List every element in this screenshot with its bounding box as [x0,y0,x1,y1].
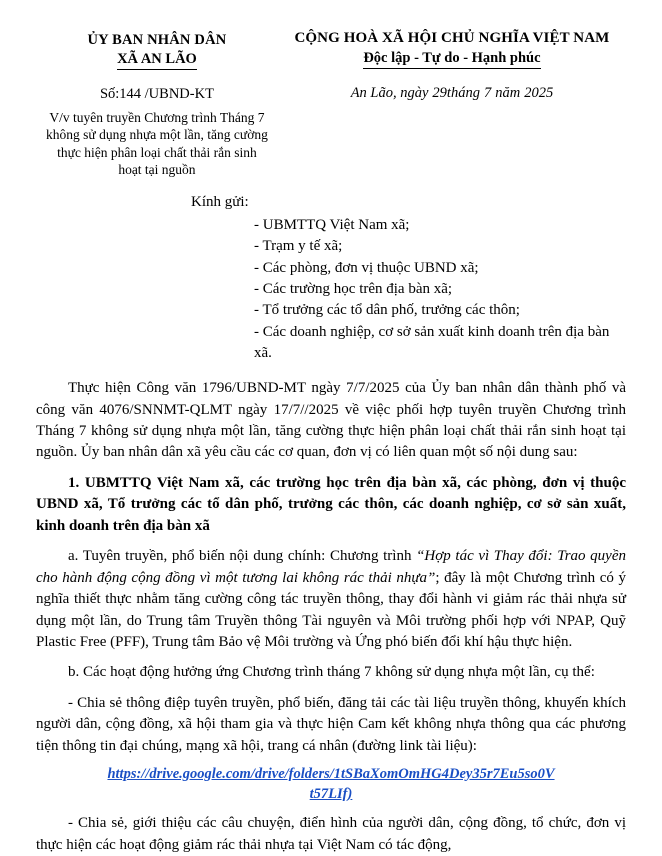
paragraph-item-b: b. Các hoạt động hưởng ứng Chương trình tháng 7 không sử dụng nhựa một lần, cụ thể: [68,664,595,681]
place-date-prefix: An Lão, ngày [350,85,429,101]
date-day: 29 [432,85,447,101]
paragraph-bullet-2: - Chia sẻ, giới thiệu các câu chuyện, điển hình của người dân, cộng đồng, tổ chức, đơn vị thực hiện các hoạt động giảm rác thải nhựa tại Việt Nam có tác động, [36,815,626,853]
paragraph-bullet-1: - Chia sẻ thông điệp tuyên truyền, phổ biến, đăng tải các tài liệu truyền thông, khuyến khích người dân, cộng đồng, xã hội tham gia và thực hiện Cam kết không nhựa thông qua các phương tiện thông tin đại chúng, mạng xã hội, trang cá nhân (đường link tài liệu): [36,694,626,754]
document-meta [36,70,626,178]
list-item: - Tổ trưởng các tổ dân phố, trưởng các thôn; [254,302,520,319]
date-year-label: năm [495,85,521,101]
list-item: - Các doanh nghiệp, cơ sở sản xuất kinh doanh trên địa bàn xã. [254,323,610,361]
item-a-program-name: “Hợp tác vì Thay đổi: Trao quyền cho hành động cộng đồng vì một tương lai không rác thải nhựa” [36,548,626,586]
list-item: - UBMTTQ Việt Nam xã; [254,217,410,234]
item-a-text-2: ; đây là một Chương trình có ý nghĩa thiết thực nhằm tăng cường công tác truyền thông, thay đổi hành vi giảm rác thải nhựa sử dụng một lần, do Trung tâm Truyền thông Tài nguyên và Môi trường phối hợp với NPAP, Quỹ Plastic Free (PFF), Trung tâm Bảo vệ Môi trường và Ứng phó biến đổi khí hậu thực hiện. [36,569,626,650]
date-month-label: tháng [446,85,480,101]
section-1-heading: 1. UBMTTQ Việt Nam xã, các trường học trên địa bàn xã, các phòng, đơn vị thuộc UBND xã, Tổ trưởng các tổ dân phố, trưởng các thôn, các doanh nghiệp, cơ sở sản xuất, kinh doanh trên địa bàn xã [36,474,626,534]
document-body [36,378,626,856]
document-link[interactable]: https://drive.google.com/drive/folders/1tSBaXomOmHG4Dey35r7Eu5so0Vt57LIf) [107,766,555,802]
national-title: CỘNG HOÀ XÃ HỘI CHỦ NGHĨA VIỆT NAM [294,30,610,46]
date-month: 7 [483,85,492,101]
recipients-list [36,215,626,364]
paragraph-item-a [36,546,626,653]
document-number-block [36,70,278,178]
national-heading-block [278,30,626,69]
issuing-authority-line2 [36,51,278,70]
place-date-block [278,70,626,102]
issuing-authority-line1: ỦY BAN NHÂN DÂN [87,32,227,48]
document-subject: V/v tuyên truyền Chương trình Tháng 7 không sử dụng nhựa một lần, tăng cường thực hiện phân loại chất thải rắn sinh hoạt tại nguồn [46,110,268,177]
place-and-date [278,85,626,102]
issuing-authority-name: XÃ AN LÃO [117,51,197,70]
list-item: - Trạm y tế xã; [254,238,343,255]
list-item: - Các trường học trên địa bàn xã; [254,280,453,297]
national-motto [278,50,626,69]
item-a-text-1: a. Tuyên truyền, phổ biến nội dung chính: Chương trình [68,548,417,565]
recipients-label: Kính gửi: [191,194,249,211]
document-number: Số:144 /UBND-KT [99,86,214,102]
paragraph-intro: Thực hiện Công văn 1796/UBND-MT ngày 7/7/2025 của Ủy ban nhân dân thành phố và công văn 4076/SNNMT-QLMT ngày 17/7//2025 về việc phối hợp tuyên truyền Chương trình Tháng 7 không sử dụng nhựa một lần, tăng cường thực hiện phân loại chất thải rắn sinh hoạt tại nguồn. Ủy ban nhân dân xã yêu cầu các cơ quan, đơn vị có liên quan một số nội dung sau: [36,380,626,461]
national-motto-text: Độc lập - Tự do - Hạnh phúc [363,50,540,69]
issuing-authority-block [36,30,278,70]
date-year: 2025 [524,85,554,101]
list-item: - Các phòng, đơn vị thuộc UBND xã; [254,259,479,276]
document-header [36,30,626,70]
